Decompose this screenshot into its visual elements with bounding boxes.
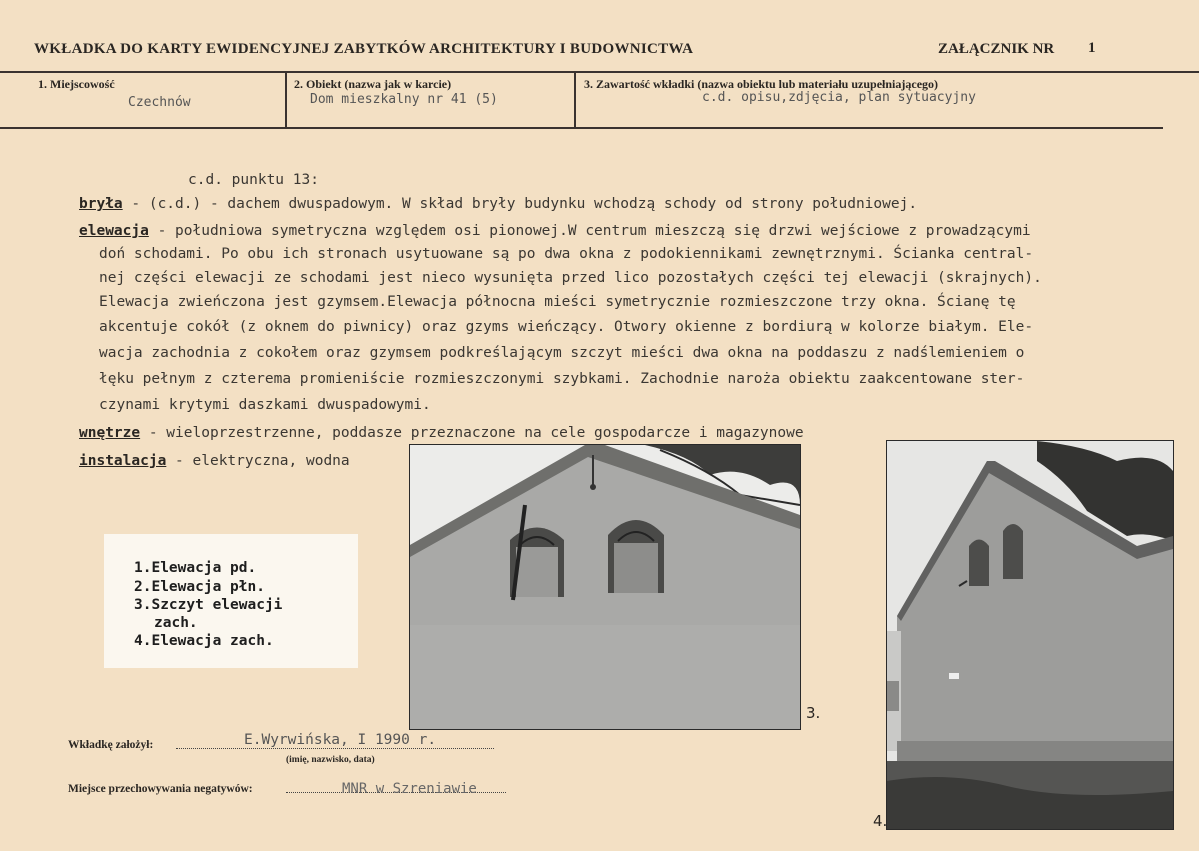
photo-gable-west [409,444,801,730]
field-3-label: 3. Zawartość wkładki (nazwa obiektu lub materiału uzupełniającego) [584,77,939,91]
desc-line [99,366,1024,393]
legend-item: zach. [154,615,198,631]
legend-item: 4.Elewacja zach. [134,633,274,649]
facade-photo-illustration [887,441,1173,829]
continuation-note: c.d. punktu 13: [188,172,319,188]
desc-text: - południowa symetryczna względem osi pionowej.W centrum mieszczą się drzwi wejściowe z prowadzącymi [148,223,1031,239]
desc-line [99,314,1033,341]
field-2-label: 2. Obiekt (nazwa jak w karcie) [294,77,452,91]
legend-item: 1.Elewacja pd. [134,560,257,576]
photo-legend [104,534,358,668]
field-3-value: c.d. opisu,zdjęcia, plan sytuacyjny [702,90,976,105]
section-term: bryła [79,196,123,212]
section-term: instalacja [79,453,167,469]
field-1-label: 1. Miejscowość [38,77,115,91]
desc-text: nej części elewacji ze schodami jest nieco wysunięta przed lico pozostałych części tej elewacji (skrajnych). [99,270,1042,286]
desc-line [99,392,431,419]
founder-value: E.Wyrwińska, I 1990 r. [244,732,437,748]
photo-west-facade [886,440,1174,830]
field-divider-2 [574,72,576,127]
desc-text: doń schodami. Po obu ich stronach usytuowane są po dwa okna z podokiennikami zewnętrznymi. Ścianka central- [99,246,1034,262]
desc-line [79,191,917,218]
desc-line [79,420,804,447]
desc-text: - elektryczna, wodna [166,453,350,469]
desc-line [99,289,1016,316]
desc-text: Elewacja zwieńczona jest gzymsem.Elewacja północna mieści symetrycznie rozmieszczone trzy okna. Ścianę tę [99,294,1016,310]
negatives-label: Miejsce przechowywania negatywów: [68,783,253,795]
field-1-value: Czechnów [128,95,191,110]
attachment-label: ZAŁĄCZNIK NR [938,41,1055,57]
section-term: elewacja [79,223,149,239]
desc-line [99,340,1024,367]
founder-hint: (imię, nazwisko, data) [286,755,375,765]
desc-line [99,241,1033,268]
header-top-rule [0,71,1199,73]
legend-item: 3.Szczyt elewacji [134,597,283,613]
desc-text: wacja zachodnia z cokołem oraz gzymsem podkreślającym szczyt mieści dwa okna na poddaszu z nadślemieniem o [99,345,1025,361]
desc-text: łęku pełnym z czterema promieniście rozmieszczonymi szybkami. Zachodnie naroża obiektu zaakcentowane ster- [99,371,1025,387]
field-2-value: Dom mieszkalny nr 41 (5) [310,92,498,107]
field-divider-1 [285,72,287,127]
attachment-number: 1 [1088,40,1096,56]
founder-dotted-line [176,748,494,749]
desc-text: - (c.d.) - dachem dwuspadowym. W skład bryły budynku wchodzą schody od strony południowej. [122,196,918,212]
photo4-number: 4. [873,812,888,830]
header-bottom-rule [0,127,1163,129]
negatives-value: MNR w Szreniawie [342,781,477,797]
photo3-number: 3. [806,704,821,722]
section-term: wnętrze [79,425,141,441]
desc-text: czynami krytymi daszkami dwuspadowymi. [99,397,431,413]
desc-line [99,265,1042,292]
desc-line [79,448,350,475]
desc-text: akcentuje cokół (z oknem do piwnicy) oraz gzyms wieńczący. Otwory okienne z bordiurą w kolorze białym. Ele- [99,319,1034,335]
founder-label: Wkładkę założył: [68,739,154,751]
desc-text: - wieloprzestrzenne, poddasze przeznaczone na cele gospodarcze i magazynowe [140,425,804,441]
document-title: WKŁADKA DO KARTY EWIDENCYJNEJ ZABYTKÓW ARCHITEKTURY I BUDOWNICTWA [34,41,694,57]
gable-photo-illustration [410,445,800,729]
legend-item: 2.Elewacja płn. [134,579,265,595]
